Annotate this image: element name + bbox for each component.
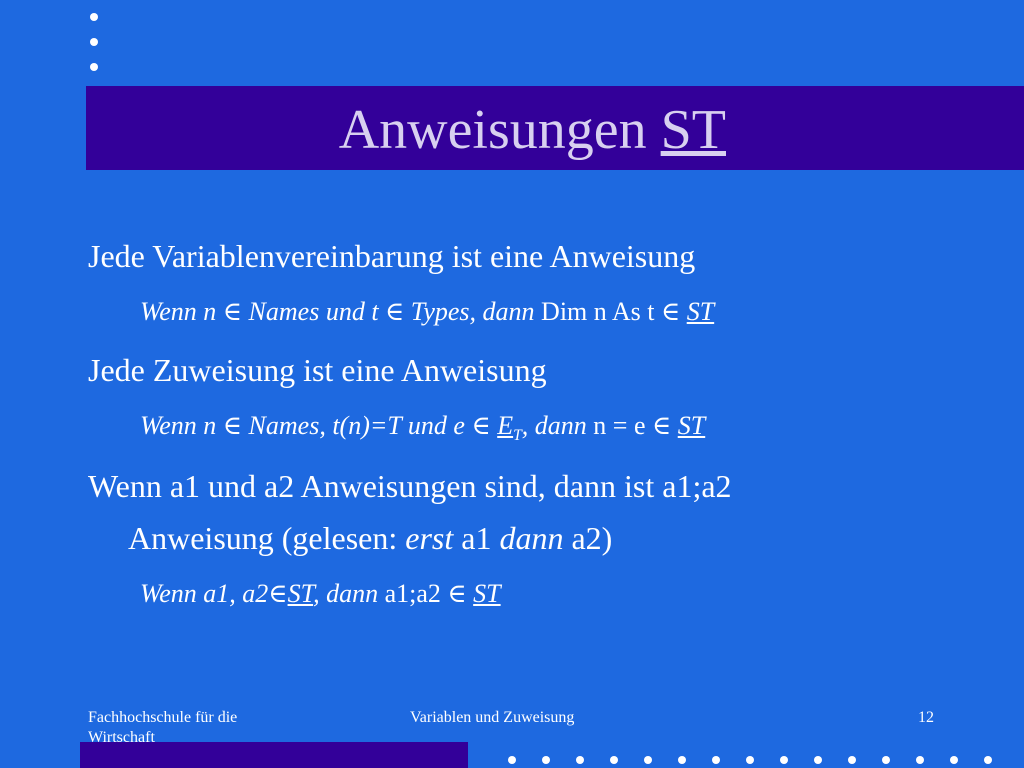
- footer-left-line-1: Fachhochschule für die: [88, 709, 238, 726]
- rule-lead: Wenn n ∈ Names und t ∈ Types, dann: [140, 297, 535, 326]
- subscript-t: T: [513, 427, 522, 445]
- decor-dot: [746, 756, 754, 764]
- text-fragment: Anweisung (gelesen:: [128, 520, 406, 556]
- bullet-3-line-1: Wenn a1 und a2 Anweisungen sind, dann ist a1;a2: [88, 468, 732, 504]
- link-st[interactable]: ST: [686, 297, 715, 326]
- bullet-2: Jede Zuweisung ist eine Anweisung: [88, 352, 547, 388]
- text-fragment: a1: [453, 520, 500, 556]
- decor-dot: [950, 756, 958, 764]
- link-e[interactable]: E: [497, 411, 514, 440]
- text-fragment: a2): [563, 520, 613, 556]
- footer-left: [88, 708, 237, 748]
- bullet-2-rule: [140, 410, 705, 452]
- bullet-1: Jede Variablenvereinbarung ist eine Anweisung: [88, 238, 696, 274]
- rule-lead: Wenn n ∈ Names, t(n)=T und e ∈: [140, 411, 491, 440]
- link-st[interactable]: ST: [287, 579, 314, 608]
- decor-dot: [644, 756, 652, 764]
- decor-dot: [576, 756, 584, 764]
- rule-mid: , dann: [521, 411, 587, 440]
- bullet-3-rule: [140, 578, 501, 610]
- title-text: Anweisungen: [338, 99, 647, 161]
- text-emphasis: erst: [405, 520, 454, 556]
- decor-dot: [882, 756, 890, 764]
- footer-center: Variablen und Zuweisung: [410, 709, 575, 726]
- slide-title: [86, 98, 726, 162]
- rule-mid: , dann: [313, 579, 379, 608]
- decor-dot: [90, 38, 98, 46]
- decor-dot: [814, 756, 822, 764]
- decor-dot: [90, 63, 98, 71]
- decor-dot: [984, 756, 992, 764]
- rule-expr: n = e ∈: [593, 411, 672, 440]
- rule-expr: Dim n As t ∈: [541, 297, 681, 326]
- bullet-1-rule: [140, 296, 714, 328]
- decor-dot: [508, 756, 516, 764]
- link-st[interactable]: ST: [677, 411, 706, 440]
- title-link-st[interactable]: ST: [660, 99, 726, 161]
- text-emphasis: dann: [499, 520, 564, 556]
- decor-dot: [916, 756, 924, 764]
- page-number: 12: [918, 709, 934, 726]
- decor-dot: [780, 756, 788, 764]
- rule-lead: Wenn a1, a2∈: [140, 579, 288, 608]
- footer-left-line-2: Wirtschaft: [88, 729, 155, 746]
- rule-expr: a1;a2 ∈: [384, 579, 467, 608]
- decor-dot: [90, 13, 98, 21]
- bullet-3-line-2: [128, 518, 612, 558]
- decor-dot: [678, 756, 686, 764]
- link-st[interactable]: ST: [473, 579, 501, 608]
- decor-dot: [712, 756, 720, 764]
- decor-dot: [848, 756, 856, 764]
- decor-dot: [542, 756, 550, 764]
- decor-dot: [610, 756, 618, 764]
